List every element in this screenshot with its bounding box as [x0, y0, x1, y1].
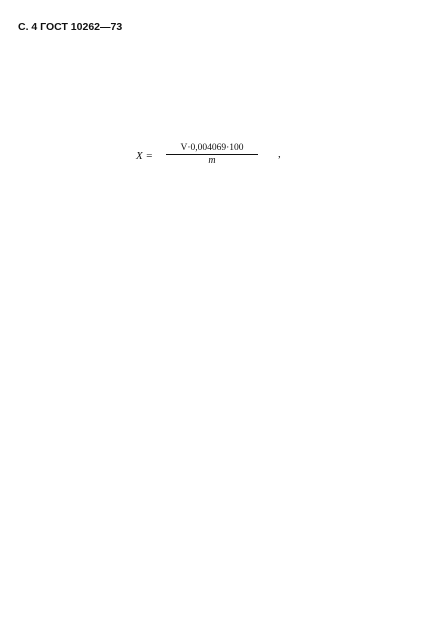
- formula-lhs: X =: [136, 150, 153, 162]
- formula-tail: ,: [278, 148, 281, 160]
- formula-numerator: V·0,004069·100: [166, 142, 258, 155]
- formula-fraction: [166, 142, 258, 167]
- formula: [136, 142, 306, 174]
- page-header: С. 4 ГОСТ 10262—73: [18, 21, 123, 33]
- formula-denominator: m: [208, 155, 216, 166]
